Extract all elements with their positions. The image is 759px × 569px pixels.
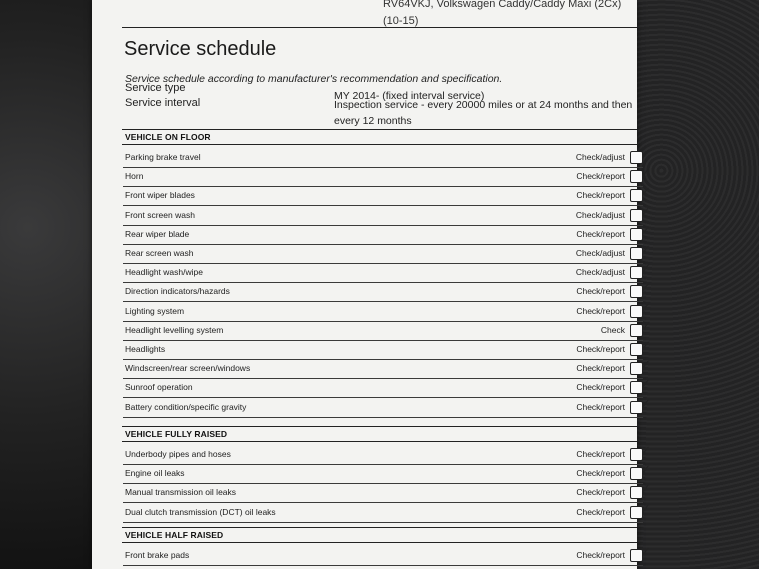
schedule-item-action: Check/report bbox=[576, 401, 625, 412]
section-top-rule bbox=[122, 426, 637, 427]
schedule-row bbox=[125, 146, 651, 168]
schedule-item-label: Headlight wash/wipe bbox=[125, 267, 203, 278]
schedule-row bbox=[125, 443, 651, 465]
section-heading: VEHICLE FULLY RAISED bbox=[125, 429, 228, 439]
schedule-row bbox=[125, 165, 651, 187]
leather-background-right bbox=[637, 0, 759, 569]
check-mark-icon: ✓ bbox=[640, 338, 651, 353]
service-interval-value: Inspection service - every 20000 miles or at 24 months and then every 12 months bbox=[334, 99, 633, 127]
row-divider bbox=[123, 522, 643, 523]
row-divider bbox=[123, 282, 643, 283]
service-schedule-sheet bbox=[92, 0, 651, 569]
schedule-item-label: Engine oil leaks bbox=[125, 468, 185, 479]
row-divider bbox=[123, 167, 643, 168]
schedule-row bbox=[125, 261, 651, 283]
section-bottom-rule bbox=[122, 542, 637, 543]
row-divider bbox=[123, 186, 643, 187]
check-mark-icon: ✓ bbox=[640, 443, 651, 458]
row-divider bbox=[123, 321, 643, 322]
schedule-row bbox=[125, 395, 651, 418]
schedule-item-label: Dual clutch transmission (DCT) oil leaks bbox=[125, 506, 276, 517]
schedule-item-label: Sunroof operation bbox=[125, 382, 193, 393]
schedule-item-action: Check/report bbox=[576, 228, 625, 239]
service-type-label: Service type bbox=[125, 82, 186, 94]
schedule-item-label: Windscreen/rear screen/windows bbox=[125, 363, 251, 374]
check-mark-icon: ✓ bbox=[640, 395, 651, 411]
row-divider bbox=[123, 417, 643, 418]
schedule-item-action: Check/report bbox=[576, 550, 625, 560]
schedule-item-label: Underbody pipes and hoses bbox=[125, 449, 231, 459]
section-top-rule bbox=[122, 129, 637, 130]
schedule-item-label: Rear wiper blade bbox=[125, 228, 190, 239]
schedule-row bbox=[125, 299, 651, 322]
schedule-item-action: Check/report bbox=[576, 468, 625, 479]
check-mark-icon: ✓ bbox=[640, 318, 651, 334]
schedule-item-label: Headlights bbox=[125, 344, 166, 354]
schedule-row bbox=[125, 242, 651, 264]
row-divider bbox=[123, 397, 643, 398]
schedule-item-action: Check/report bbox=[576, 506, 625, 517]
row-divider bbox=[123, 565, 643, 566]
row-divider bbox=[123, 205, 643, 206]
section-heading: VEHICLE ON FLOOR bbox=[125, 132, 211, 142]
schedule-row bbox=[125, 462, 651, 484]
row-divider bbox=[123, 340, 643, 341]
row-divider bbox=[123, 464, 643, 465]
schedule-row bbox=[125, 222, 651, 245]
schedule-row bbox=[125, 280, 651, 302]
schedule-item-label: Parking brake travel bbox=[125, 152, 201, 162]
check-mark-icon: ✓ bbox=[640, 261, 651, 277]
schedule-item-label: Rear screen wash bbox=[125, 248, 194, 258]
section-bottom-rule bbox=[122, 144, 637, 145]
check-mark-icon: ✓ bbox=[640, 481, 651, 497]
schedule-item-action: Check/adjust bbox=[575, 248, 625, 258]
schedule-item-action: Check/adjust bbox=[575, 209, 625, 220]
schedule-item-action: Check/report bbox=[576, 487, 625, 498]
check-mark-icon: ✓ bbox=[640, 462, 651, 478]
schedule-item-action: Check/adjust bbox=[575, 152, 625, 162]
schedule-item-label: Front brake pads bbox=[125, 550, 190, 560]
schedule-item-action: Check/report bbox=[576, 171, 625, 182]
schedule-item-label: Horn bbox=[125, 171, 144, 182]
schedule-item-label: Manual transmission oil leaks bbox=[125, 487, 237, 498]
schedule-item-action: Check/report bbox=[576, 286, 625, 297]
schedule-item-action: Check/report bbox=[576, 449, 625, 459]
check-mark-icon: ✓ bbox=[640, 146, 651, 161]
row-divider bbox=[123, 301, 643, 302]
schedule-item-action: Check/report bbox=[576, 344, 625, 354]
page-title: Service schedule bbox=[124, 38, 277, 60]
row-divider bbox=[123, 502, 643, 503]
schedule-row bbox=[125, 500, 651, 523]
check-mark-icon: ✓ bbox=[640, 242, 651, 257]
schedule-row bbox=[125, 481, 651, 503]
schedule-row bbox=[125, 376, 651, 398]
header-divider bbox=[122, 27, 637, 28]
schedule-item-action: Check/report bbox=[576, 382, 625, 393]
row-divider bbox=[123, 244, 643, 245]
check-mark-icon: ✓ bbox=[640, 299, 651, 315]
section-bottom-rule bbox=[122, 441, 637, 442]
schedule-row bbox=[125, 203, 651, 226]
check-mark-icon: ✓ bbox=[640, 544, 651, 559]
section-top-rule bbox=[122, 527, 637, 528]
schedule-item-label: Direction indicators/hazards bbox=[125, 286, 230, 297]
schedule-row bbox=[125, 544, 651, 566]
row-divider bbox=[123, 263, 643, 264]
vehicle-header: RV64VKJ, Volkswagen Caddy/Caddy Maxi (2Cx) (10-15) bbox=[383, 0, 622, 27]
schedule-item-action: Check/adjust bbox=[575, 267, 625, 278]
section-heading: VEHICLE HALF RAISED bbox=[125, 530, 224, 540]
schedule-item-action: Check/report bbox=[576, 363, 625, 374]
schedule-item-label: Front screen wash bbox=[125, 209, 195, 220]
check-mark-icon: ✓ bbox=[640, 222, 651, 238]
schedule-item-label: Battery condition/specific gravity bbox=[125, 401, 247, 412]
schedule-item-label: Lighting system bbox=[125, 305, 185, 316]
row-divider bbox=[123, 359, 643, 360]
schedule-row bbox=[125, 318, 651, 341]
check-mark-icon: ✓ bbox=[640, 165, 651, 181]
service-interval-label: Service interval bbox=[125, 97, 201, 109]
schedule-row bbox=[125, 338, 651, 360]
check-mark-icon: ✓ bbox=[640, 280, 651, 296]
check-mark-icon: ✓ bbox=[640, 500, 651, 516]
schedule-item-action: Check/report bbox=[576, 190, 625, 201]
service-type-value: MY 2014- (fixed interval service) bbox=[334, 90, 485, 102]
schedule-item-label: Front wiper blades bbox=[125, 190, 195, 201]
row-divider bbox=[123, 378, 643, 379]
schedule-item-action: Check bbox=[600, 324, 625, 335]
schedule-item-label: Headlight levelling system bbox=[125, 324, 224, 335]
row-divider bbox=[123, 483, 643, 484]
intro-text: Service schedule according to manufacturer's recommendation and specification. bbox=[125, 73, 503, 85]
leather-background-left bbox=[0, 0, 92, 569]
row-divider bbox=[123, 225, 643, 226]
schedule-item-action: Check/report bbox=[576, 305, 625, 316]
check-mark-icon: ✓ bbox=[640, 203, 651, 219]
schedule-row bbox=[125, 184, 651, 206]
check-mark-icon: ✓ bbox=[640, 357, 651, 373]
schedule-row bbox=[125, 357, 651, 379]
check-mark-icon: ✓ bbox=[640, 184, 651, 200]
check-mark-icon: ✓ bbox=[640, 376, 651, 392]
